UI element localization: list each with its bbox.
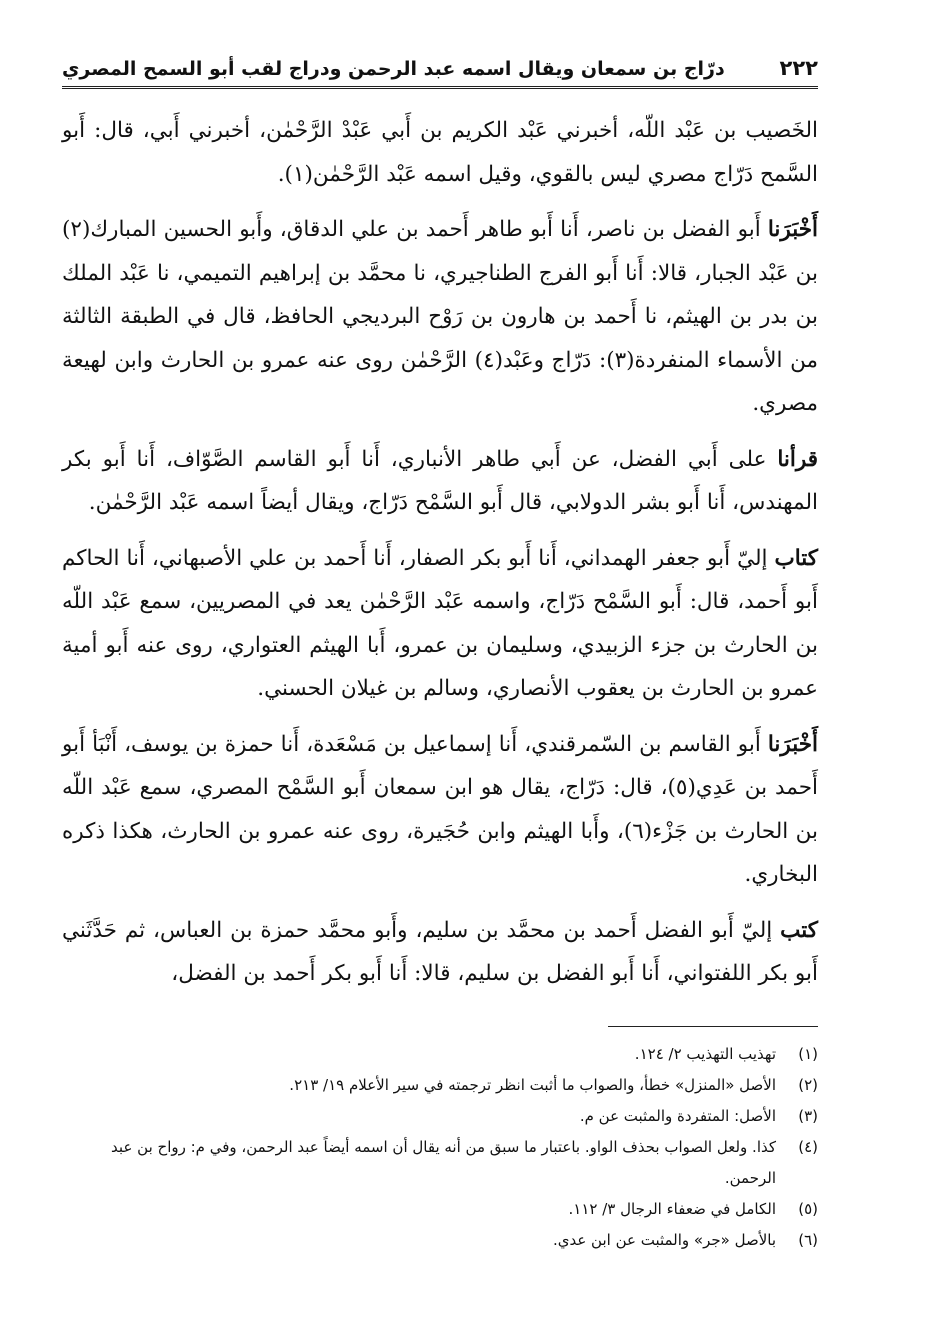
running-title: درّاج بن سمعان ويقال اسمه عبد الرحمن ودراج لقب أبو السمح المصري bbox=[62, 58, 725, 80]
paragraph-text: إليّ أَبو الفضل أَحمد بن محمَّد بن سليم، وأَبو محمَّد حمزة بن العباس، ثم حَدَّثَني أَبو بكر اللفتواني، أَنا أَبو الفضل بن سليم، قالا: أَنا أَبو بكر أَحمد بن الفضل، bbox=[62, 917, 818, 986]
paragraph-text: أَبو الفضل بن ناصر، أَنا أَبو طاهر أَحمد بن علي الدقاق، وأَبو الحسين المبارك(٢) بن عَبْد الجبار، قالا: أَنا أَبو الفرج الطناجيري، نا محمَّد بن إبراهيم التميمي، نا عَبْد الملك بن بدر بن الهيثم، نا أَحمد بن هارون بن رَوْح البرديجي الحافظ، قال في الطبقة الثالثة من الأسماء المنفردة(٣): دَرّاج وعَبْد(٤) الرَّحْمٰن روى عنه عمرو بن الحارث وابن لهيعة مصري. bbox=[62, 217, 818, 416]
footnote-text: بالأصل «جر» والمثبت عن ابن عدي. bbox=[552, 1230, 776, 1249]
footnote-number: (٥) bbox=[798, 1199, 818, 1218]
footnote-text: الأصل «المنزل» خطأ، والصواب ما أثبت انظر ترجمته في سير الأعلام ١٩/ ٢١٣. bbox=[289, 1075, 776, 1094]
footnote-separator bbox=[608, 1026, 818, 1027]
main-text bbox=[62, 109, 818, 996]
paragraph bbox=[62, 109, 818, 196]
book-page bbox=[62, 56, 818, 1256]
footnote-text: تهذيب التهذيب ٢/ ١٢٤. bbox=[634, 1044, 776, 1063]
paragraph-lead: كتاب bbox=[774, 545, 818, 571]
footnotes bbox=[62, 1039, 818, 1256]
paragraph bbox=[62, 438, 818, 525]
footnote-text: الكامل في ضعفاء الرجال ٣/ ١١٢. bbox=[568, 1199, 776, 1218]
footnote-number: (١) bbox=[798, 1044, 818, 1063]
paragraph-lead: قرأنا bbox=[777, 446, 818, 472]
paragraph-lead: أَخْبَرَنا bbox=[767, 217, 818, 242]
paragraph bbox=[62, 537, 818, 711]
footnote-number: (٤) bbox=[798, 1137, 818, 1156]
paragraph-text: إليّ أَبو جعفر الهمداني، أَنا أَبو بكر الصفار، أَنا أَحمد بن علي الأصبهاني، أَنا الحاكم أَبو أَحمد، قال: أَبو السَّمْح دَرّاج، واسمه عَبْد الرَّحْمٰن يعد في المصريين، سمع عَبْد اللّه بن الحارث بن جزء الزبيدي، وسليمان بن عمرو، أَبا الهيثم العتواري، روى عنه أَبو أمية عمرو بن الحارث بن يعقوب الأنصاري، وسالم بن غيلان الحسني. bbox=[62, 545, 818, 701]
footnote bbox=[62, 1194, 818, 1225]
footnote bbox=[62, 1132, 818, 1194]
footnote bbox=[62, 1101, 818, 1132]
footnote-number: (٦) bbox=[798, 1230, 818, 1249]
footnote bbox=[62, 1070, 818, 1101]
paragraph-lead: كتب bbox=[780, 917, 818, 943]
page-header bbox=[62, 56, 818, 89]
footnote-text: كذا. ولعل الصواب بحذف الواو. باعتبار ما سبق من أنه يقال أن اسمه أيضاً عبد الرحمن، وفي م: رواح بن عبد الرحمن. bbox=[111, 1137, 776, 1187]
footnote-number: (٢) bbox=[798, 1075, 818, 1094]
paragraph bbox=[62, 909, 818, 996]
paragraph-lead: أَخْبَرَنا bbox=[767, 731, 818, 757]
paragraph-text: أَبو القاسم بن السّمرقندي، أَنا إسماعيل بن مَسْعَدة، أَنا حمزة بن يوسف، أَنْبَأ أَبو أَحمد بن عَدِي(٥)، قال: دَرّاج، يقال هو ابن سمعان أَبو السَّمْح المصري، سمع عَبْد اللّه بن الحارث بن جَزْء(٦)، وأَبا الهيثم وابن حُجَيرة، روى عنه عمرو بن الحارث، هكذا ذكره البخاري. bbox=[62, 731, 818, 887]
footnote-text: الأصل: المتفردة والمثبت عن م. bbox=[579, 1106, 776, 1125]
paragraph-text: على أَبي الفضل، عن أَبي طاهر الأنباري، أَنا أَبو القاسم الصَّوّاف، أَنا أَبو بكر المهندس، أَنا أَبو بشر الدولابي، قال أَبو السَّمْح دَرّاج، ويقال أيضاً اسمه عَبْد الرَّحْمٰن. bbox=[62, 446, 818, 515]
footnote-number: (٣) bbox=[798, 1106, 818, 1125]
paragraph bbox=[62, 723, 818, 897]
footnote bbox=[62, 1225, 818, 1256]
paragraph-text: الخَصيب بن عَبْد اللّه، أخبرني عَبْد الكريم بن أَبي عَبْدْ الرَّحْمٰن، أخبرني أَبي، قال: أَبو السَّمح دَرّاج مصري ليس بالقوي، وقيل اسمه عَبْد الرَّحْمٰن(١). bbox=[62, 118, 818, 187]
paragraph bbox=[62, 208, 818, 426]
page-number: ٢٢٢ bbox=[779, 56, 818, 80]
footnote bbox=[62, 1039, 818, 1070]
